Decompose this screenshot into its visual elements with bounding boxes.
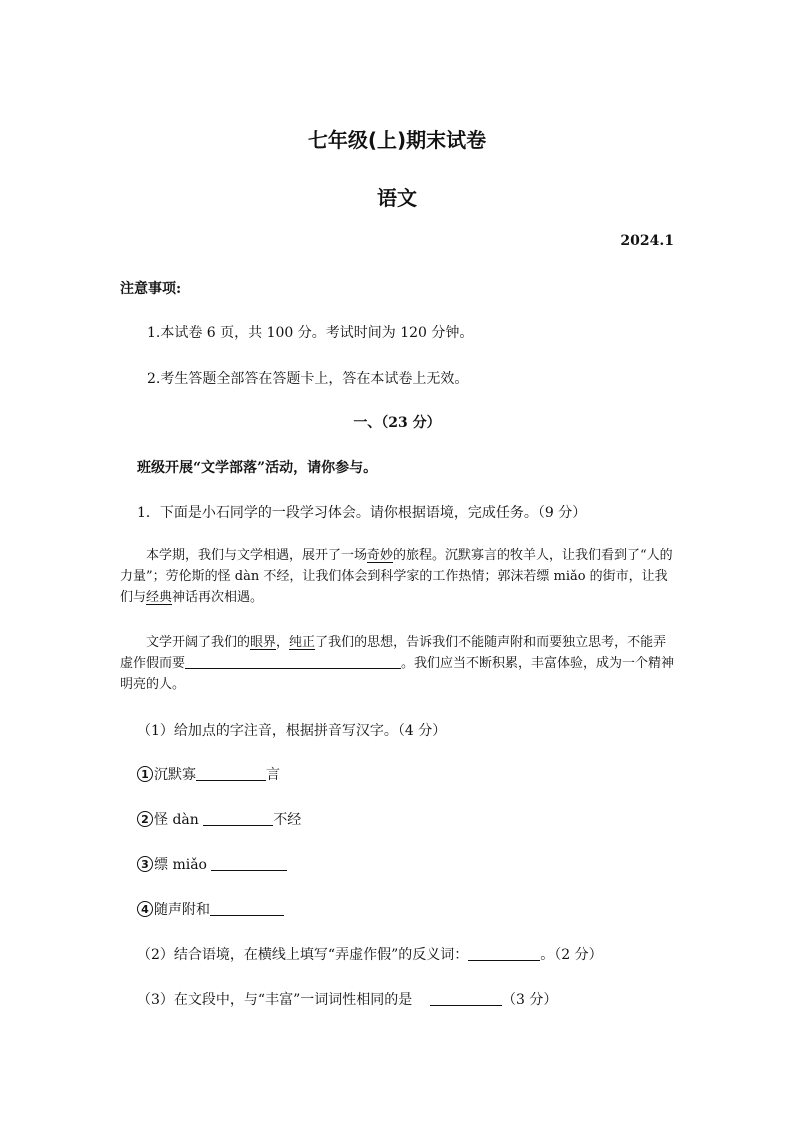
answer-blank[interactable] [210,901,284,916]
circled-number: 3 [137,856,153,872]
sub-item-text: 随声附和 [154,902,210,918]
circled-number: 2 [137,811,153,827]
sub-item-text: 不经 [273,812,302,828]
sub-item-4 [137,899,284,919]
sub-question-text: 。（2 分） [540,947,603,963]
sub-item-text: 沉默寡 [154,767,196,783]
section-intro: 班级开展“文学部落”活动，请你参与。 [137,460,378,476]
sub-question-text: （2）结合语境，在横线上填写“弄虚作假”的反义词： [137,947,469,963]
sub-question-text: （3）在文段中，与“丰富”一词词性相同的是 [137,992,413,1008]
answer-blank[interactable] [185,654,401,669]
sub-question-text: （3 分） [502,992,558,1008]
question-1: 1．下面是小石同学的一段学习体会。请你根据语境，完成任务。（9 分） [137,505,587,521]
answer-blank[interactable] [203,811,273,826]
sub-item-text: 怪 dàn [154,812,199,828]
sub-item-text: 言 [266,767,280,783]
passage-paragraph-1 [120,545,676,608]
sub-question-3 [137,989,557,1009]
answer-blank[interactable] [468,946,540,961]
answer-blank[interactable] [211,856,287,871]
sub-item-3 [137,854,287,874]
passage-text: 文学开阔了我们的 [146,635,251,650]
note-item-1: 1.本试卷 6 页，共 100 分。考试时间为 120 分钟。 [147,325,474,341]
underlined-word: 纯正 [289,635,316,650]
section-heading: 一、（23 分） [353,415,441,431]
passage-text: 了我们的思想，告诉我们不能随声附和而要独立思考，不能弄虚作假而要 [120,635,667,671]
passage-text: ， [276,635,290,650]
passage-paragraph-2 [120,632,676,695]
underlined-word: 经典 [146,590,173,605]
sub-item-text: 缥 miǎo [154,857,207,873]
underlined-word: 奇妙 [367,548,394,563]
answer-blank[interactable] [196,766,266,781]
notes-heading: 注意事项: [120,281,182,297]
sub-question-1: （1）给加点的字注音，根据拼音写汉字。（4 分） [137,723,447,739]
passage-text: 的旅程。沉默寡言的牧羊人，让我们看到了“人的力量”；劳伦斯的怪 dàn 不经，让我们体会到科学家的工作热情；郭沫若缥 miǎo 的街市，让我们与 [120,548,673,605]
sub-item-2 [137,809,301,829]
circled-number: 1 [137,766,153,782]
note-item-2: 2.考生答题全部答在答题卡上，答在本试卷上无效。 [147,371,469,387]
passage-text: 神话再次相遇。 [172,590,264,605]
exam-title: 七年级(上)期末试卷 [307,128,487,152]
answer-blank[interactable] [430,991,502,1006]
circled-number: 4 [137,901,153,917]
exam-date: 2024.1 [620,233,674,249]
sub-item-1 [137,764,280,784]
subject-title: 语文 [377,186,417,210]
sub-question-2 [137,944,603,964]
passage-text: 。我们应当不断积累，丰富体验，成为一个精神明亮的人。 [120,656,675,692]
underlined-word: 眼界 [250,635,277,650]
passage-text: 本学期，我们与文学相遇，展开了一场 [146,548,368,563]
